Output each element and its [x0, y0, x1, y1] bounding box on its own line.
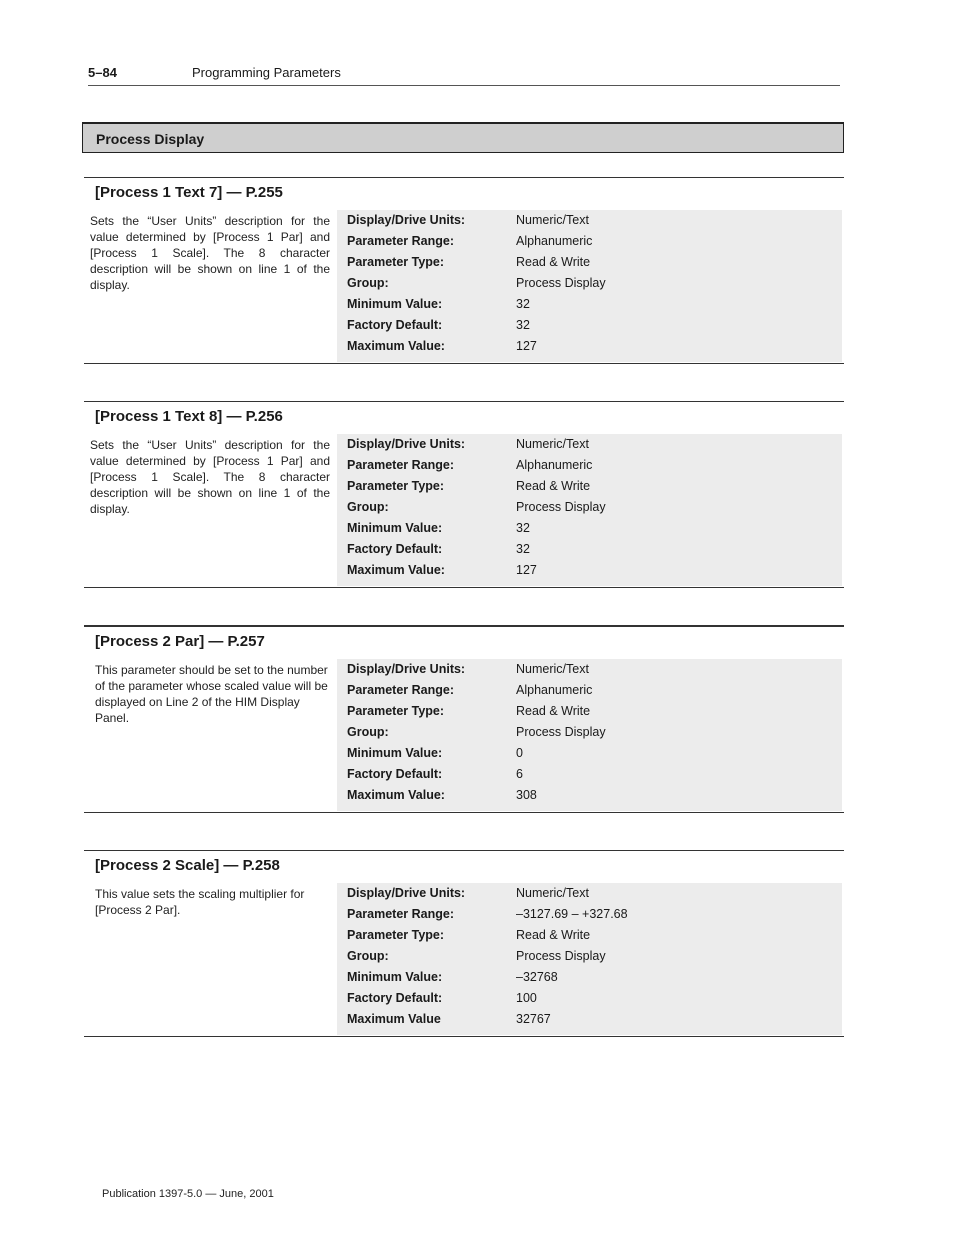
- attribute-value: –3127.69 – +327.68: [516, 907, 628, 921]
- parameter-description: Sets the “User Units” description for the value determined by [Process 1 Par] and [Process 1 Scale]. The 8 character description will be shown on line 1 of the display.: [90, 214, 330, 292]
- attribute-value: 127: [516, 339, 537, 353]
- attribute-row: [337, 946, 842, 967]
- section-title: Process Display: [96, 131, 205, 147]
- attribute-value: 127: [516, 563, 537, 577]
- attribute-value: 32: [516, 521, 530, 535]
- attribute-label: Parameter Range:: [347, 458, 454, 472]
- attribute-label: Factory Default:: [347, 767, 443, 781]
- attribute-label: Factory Default:: [347, 991, 443, 1005]
- attribute-row: [337, 659, 842, 680]
- chapter-title: Programming Parameters: [192, 65, 341, 80]
- attribute-row: [337, 434, 842, 455]
- attribute-row: [337, 785, 842, 806]
- attribute-value: Read & Write: [516, 479, 591, 493]
- attribute-label: Group:: [347, 725, 389, 739]
- attribute-value: Numeric/Text: [516, 437, 589, 451]
- attribute-label: Maximum Value:: [347, 563, 445, 577]
- parameter-title: [Process 2 Scale] — P.258: [95, 857, 280, 874]
- attribute-row: [337, 273, 842, 294]
- attribute-label: Parameter Type:: [347, 479, 445, 493]
- attribute-label: Group:: [347, 500, 389, 514]
- attribute-row: [337, 231, 842, 252]
- attribute-label: Maximum Value:: [347, 788, 445, 802]
- attribute-label: Display/Drive Units:: [347, 662, 466, 676]
- attribute-label: Display/Drive Units:: [347, 437, 466, 451]
- attribute-label: Display/Drive Units:: [347, 213, 466, 227]
- attribute-row: [337, 743, 842, 764]
- attribute-row: [337, 476, 842, 497]
- attribute-label: Factory Default:: [347, 542, 443, 556]
- page-number: 5–84: [88, 65, 117, 80]
- attribute-row: [337, 560, 842, 581]
- parameter-title: [Process 1 Text 7] — P.255: [95, 184, 283, 201]
- parameter-attributes-table: [337, 883, 842, 1035]
- attribute-value: Alphanumeric: [516, 234, 593, 248]
- attribute-row: [337, 722, 842, 743]
- attribute-label: Minimum Value:: [347, 297, 443, 311]
- attribute-row: [337, 925, 842, 946]
- attribute-value: Numeric/Text: [516, 886, 589, 900]
- parameter-attributes-table: [337, 434, 842, 586]
- parameter-block-p258: [84, 850, 844, 1037]
- parameter-title: [Process 1 Text 8] — P.256: [95, 408, 283, 425]
- attribute-label: Display/Drive Units:: [347, 886, 466, 900]
- attribute-value: Numeric/Text: [516, 662, 589, 676]
- attribute-row: [337, 210, 842, 231]
- attribute-value: Numeric/Text: [516, 213, 589, 227]
- attribute-label: Maximum Value: [347, 1012, 441, 1026]
- attribute-label: Parameter Type:: [347, 928, 445, 942]
- attribute-row: [337, 294, 842, 315]
- attribute-value: Alphanumeric: [516, 683, 593, 697]
- attribute-value: Read & Write: [516, 704, 591, 718]
- attribute-value: 32: [516, 297, 530, 311]
- attribute-value: 0: [516, 746, 523, 760]
- attribute-row: [337, 904, 842, 925]
- attribute-row: [337, 967, 842, 988]
- attribute-label: Minimum Value:: [347, 521, 443, 535]
- attribute-value: 6: [516, 767, 523, 781]
- attribute-row: [337, 336, 842, 357]
- attribute-row: [337, 701, 842, 722]
- attribute-label: Parameter Range:: [347, 907, 454, 921]
- attribute-row: [337, 539, 842, 560]
- page-header: [88, 63, 840, 86]
- parameter-attributes-table: [337, 659, 842, 811]
- attribute-value: Process Display: [516, 500, 606, 514]
- parameter-description: This value sets the scaling multiplier for [Process 2 Par].: [95, 887, 305, 917]
- publication-footer: Publication 1397-5.0 — June, 2001: [102, 1188, 274, 1200]
- attribute-row: [337, 497, 842, 518]
- attribute-value: –32768: [516, 970, 558, 984]
- parameter-block-p256: [84, 401, 844, 588]
- attribute-row: [337, 764, 842, 785]
- attribute-value: Read & Write: [516, 255, 591, 269]
- attribute-value: Process Display: [516, 276, 606, 290]
- attribute-value: 32: [516, 318, 530, 332]
- attribute-row: [337, 1009, 842, 1030]
- parameter-description: Sets the “User Units” description for the value determined by [Process 1 Par] and [Process 1 Scale]. The 8 character description will be shown on line 1 of the display.: [90, 438, 330, 516]
- attribute-value: Alphanumeric: [516, 458, 593, 472]
- attribute-label: Parameter Type:: [347, 704, 445, 718]
- attribute-value: 32: [516, 542, 530, 556]
- attribute-row: [337, 315, 842, 336]
- parameter-block-p255: [84, 177, 844, 364]
- attribute-value: Process Display: [516, 949, 606, 963]
- attribute-label: Parameter Type:: [347, 255, 445, 269]
- attribute-value: 32767: [516, 1012, 551, 1026]
- section-title-bar: [82, 122, 844, 153]
- attribute-label: Group:: [347, 276, 389, 290]
- attribute-label: Minimum Value:: [347, 970, 443, 984]
- attribute-row: [337, 988, 842, 1009]
- parameter-description: This parameter should be set to the number of the parameter whose scaled value will be displayed on Line 2 of the HIM Display Panel.: [95, 663, 328, 725]
- attribute-value: Process Display: [516, 725, 606, 739]
- attribute-label: Maximum Value:: [347, 339, 445, 353]
- parameter-attributes-table: [337, 210, 842, 362]
- attribute-row: [337, 883, 842, 904]
- attribute-label: Group:: [347, 949, 389, 963]
- attribute-row: [337, 455, 842, 476]
- attribute-label: Parameter Range:: [347, 683, 454, 697]
- attribute-value: 308: [516, 788, 537, 802]
- attribute-row: [337, 252, 842, 273]
- attribute-label: Minimum Value:: [347, 746, 443, 760]
- attribute-row: [337, 518, 842, 539]
- attribute-label: Factory Default:: [347, 318, 443, 332]
- parameter-title: [Process 2 Par] — P.257: [95, 633, 265, 650]
- parameter-block-p257: [84, 625, 844, 813]
- attribute-label: Parameter Range:: [347, 234, 454, 248]
- attribute-row: [337, 680, 842, 701]
- attribute-value: 100: [516, 991, 537, 1005]
- attribute-value: Read & Write: [516, 928, 591, 942]
